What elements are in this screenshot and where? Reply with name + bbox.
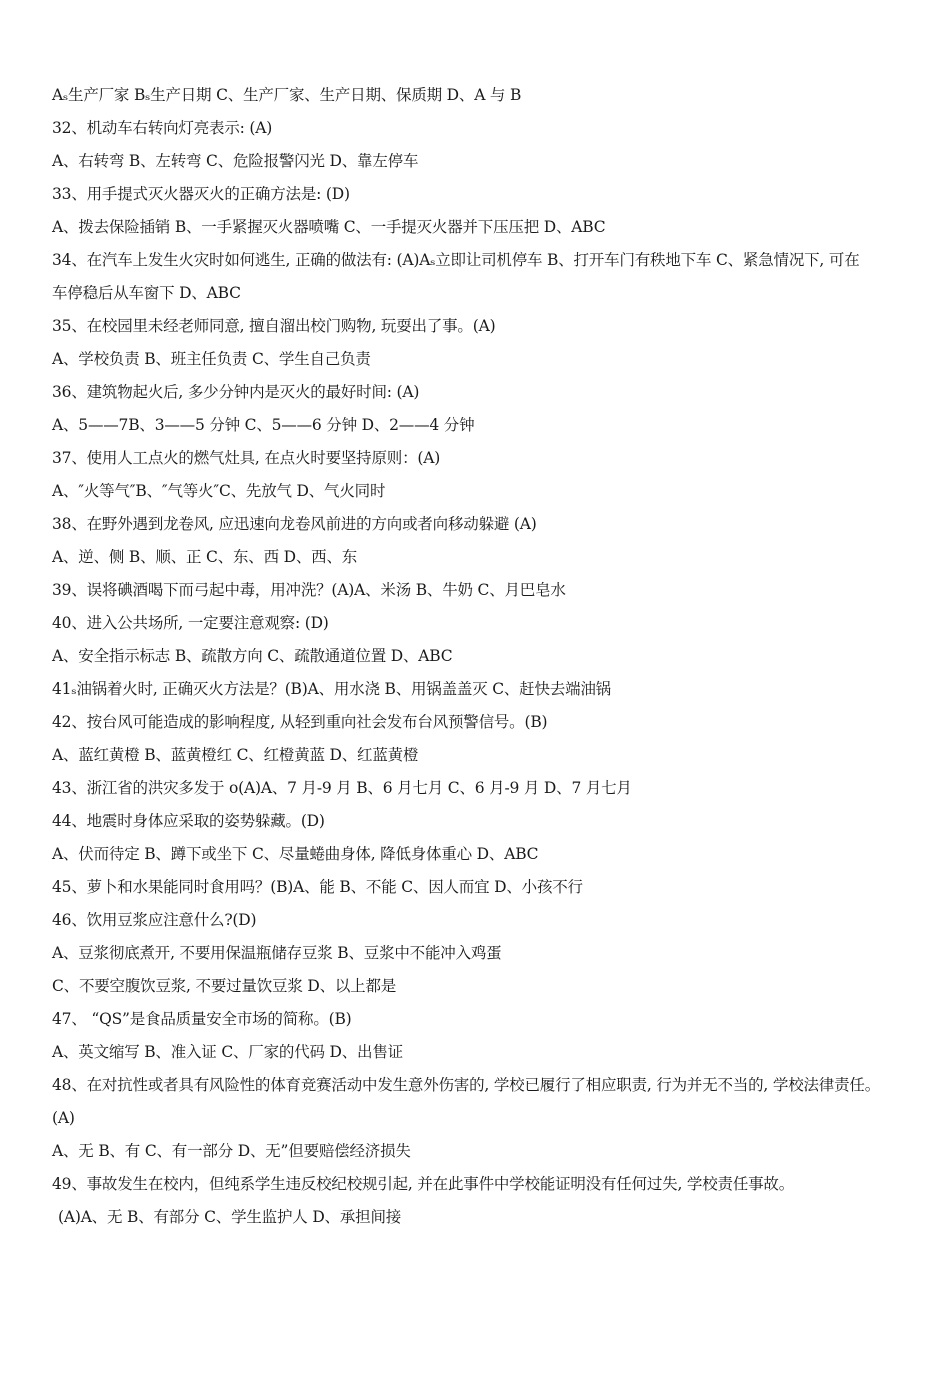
question-41: 41ₛ油锅着火时, 正确灭火方法是？(B)A、用水浇 B、用锅盖盖灭 C、赶快去端油锅 — [52, 680, 611, 698]
options-35: A、学校负责 B、班主任负责 C、学生自己负责 — [52, 350, 371, 368]
options-33: A、拨去保险插销 B、一手紧握灭火器喷嘴 C、一手提灭火器并下压压把 D、ABC — [52, 218, 606, 236]
question-46: 46、饮用豆浆应注意什么?(D) — [52, 911, 257, 929]
question-47: 47、 “QS”是食品质量安全市场的简称。(B) — [52, 1010, 352, 1028]
question-44: 44、地震时身体应采取的姿势躲藏。(D) — [52, 812, 325, 830]
question-43: 43、浙江省的洪灾多发于 o(A)A、7 月-9 月 B、6 月七月 C、6 月-9 月 D、7 月七月 — [52, 779, 632, 797]
answer-48: (A) — [52, 1109, 75, 1127]
options-38: A、逆、侧 B、顺、正 C、东、西 D、西、东 — [52, 548, 358, 566]
options-49: (A)A、无 B、有部分 C、学生监护人 D、承担间接 — [58, 1208, 402, 1226]
question-33: 33、用手提式灭火器灭火的正确方法是: (D) — [52, 185, 350, 203]
question-36: 36、建筑物起火后, 多少分钟内是灭火的最好时间: (A) — [52, 383, 420, 401]
text-line-1: Aₛ生产厂家 Bₛ生产日期 C、生产厂家、生产日期、保质期 D、A 与 B — [52, 86, 522, 104]
options-42: A、蓝红黄橙 B、蓝黄橙红 C、红橙黄蓝 D、红蓝黄橙 — [52, 746, 419, 764]
options-32: A、右转弯 B、左转弯 C、危险报警闪光 D、靠左停车 — [52, 152, 419, 170]
options-37: A、″火等气″B、″气等火″C、先放气 D、气火同时 — [52, 482, 386, 500]
question-32: 32、机动车右转向灯亮表示: (A) — [52, 119, 273, 137]
question-45: 45、萝卜和水果能同时食用吗？(B)A、能 B、不能 C、因人而宜 D、小孩不行 — [52, 878, 583, 896]
options-44: A、伏而待定 B、蹲下或坐下 C、尽量蜷曲身体, 降低身体重心 D、ABC — [52, 845, 539, 863]
options-47: A、英文缩写 B、准入证 C、厂家的代码 D、出售证 — [52, 1043, 403, 1061]
question-42: 42、按台风可能造成的影响程度, 从轻到重向社会发布台风预警信号。(B) — [52, 713, 548, 731]
document-page — [52, 79, 932, 1234]
question-37: 37、使用人工点火的燃气灶具, 在点火时要坚持原则：(A) — [52, 449, 441, 467]
question-49: 49、事故发生在校内，但纯系学生违反校纪校规引起, 并在此事件中学校能证明没有任何过失, 学校责任事故。 — [52, 1175, 795, 1193]
options-40: A、安全指示标志 B、疏散方向 C、疏散通道位置 D、ABC — [52, 647, 453, 665]
options-46-a: A、豆浆彻底煮开, 不要用保温瓶储存豆浆 B、豆浆中不能冲入鸡蛋 — [52, 944, 502, 962]
options-48: A、无 B、有 C、有一部分 D、无”但要赔偿经济损失 — [52, 1142, 411, 1160]
question-34-cont: 车停稳后从车窗下 D、ABC — [52, 284, 241, 302]
question-48: 48、在对抗性或者具有风险性的体育竞赛活动中发生意外伤害的, 学校已履行了相应职责, 行为并无不当的, 学校法律责任。 — [52, 1076, 880, 1094]
question-39: 39、误将碘酒喝下而弓起中毒，用冲洗？(A)A、米汤 B、牛奶 C、月巴皂水 — [52, 581, 566, 599]
options-46-b: C、不要空腹饮豆浆, 不要过量饮豆浆 D、以上都是 — [52, 977, 397, 995]
question-38: 38、在野外遇到龙卷风, 应迅速向龙卷风前进的方向或者向移动躲避 (A) — [52, 515, 537, 533]
question-40: 40、进入公共场所, 一定要注意观察: (D) — [52, 614, 329, 632]
options-36: A、5——7B、3——5 分钟 C、5——6 分钟 D、2——4 分钟 — [52, 416, 475, 434]
question-35: 35、在校园里未经老师同意, 擅自溜出校门购物, 玩耍出了事。(A) — [52, 317, 496, 335]
question-34: 34、在汽车上发生火灾时如何逃生, 正确的做法有: (A)Aₛ立即让司机停车 B、打开车门有秩地下车 C、紧急情况下, 可在 — [52, 251, 860, 269]
